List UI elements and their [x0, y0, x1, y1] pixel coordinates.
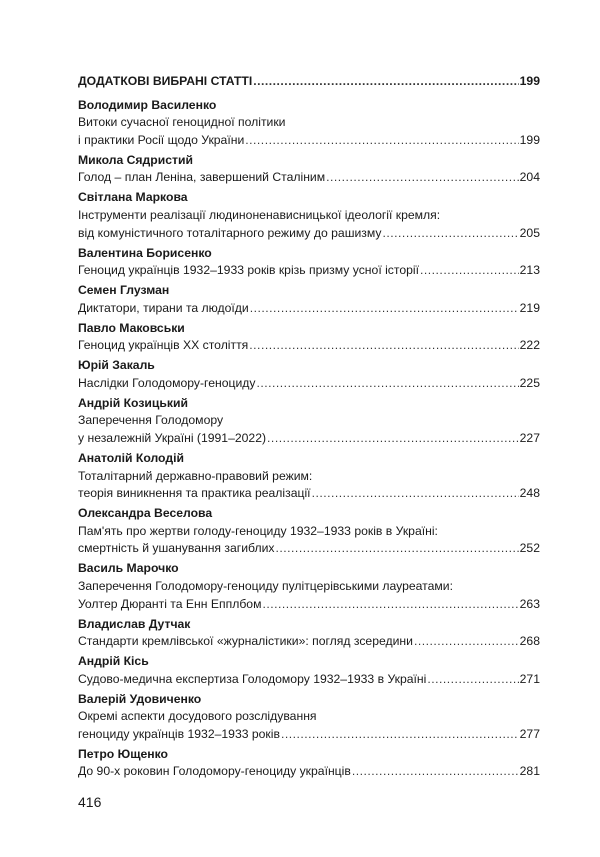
entry-page: 199 [519, 132, 540, 147]
dot-leader [427, 671, 518, 689]
dot-leader [352, 763, 519, 781]
dot-leader [250, 300, 519, 318]
entry-title-line [78, 540, 540, 558]
entry-title-text: Стандарти кремлівської «журналістики»: погляд зсередини [78, 634, 413, 649]
toc-entry [78, 653, 540, 688]
entry-list [78, 97, 540, 781]
entry-title-line [78, 523, 540, 541]
entry-page: 205 [519, 225, 540, 240]
entry-title-text: Судово-медична експертиза Голодомору 1932–1933 в Україні [78, 671, 427, 686]
entry-title-line [78, 485, 540, 503]
entry-page: 213 [519, 263, 540, 278]
entry-title-text: Інструменти реалізації людиноненависницької ідеології кремля: [78, 207, 441, 222]
entry-title-line [78, 114, 540, 132]
toc-entry [78, 395, 540, 448]
entry-title-text: Тоталітарний державно-правовий режим: [78, 468, 313, 483]
entry-title-text: і практики Росії щодо України [78, 132, 245, 147]
entry-author: Анатолій Колодій [78, 451, 184, 465]
toc-entry [78, 505, 540, 558]
entry-title-line [78, 207, 540, 225]
entry-title-line [78, 412, 540, 430]
entry-author: Андрій Козицький [78, 395, 188, 410]
entry-title-line [78, 763, 540, 781]
entry-page: 227 [519, 431, 540, 446]
entry-title-line [78, 132, 540, 150]
entry-title-text: смертність й ушанування загиблих [78, 541, 275, 556]
dot-leader [312, 485, 519, 503]
entry-title-text: Геноцид українців 1932–1933 років крізь призму усної історії [78, 263, 419, 278]
toc-entry [78, 450, 540, 503]
entry-title-line [78, 726, 540, 744]
dot-leader [267, 430, 519, 448]
entry-author: Петро Ющенко [78, 746, 168, 761]
entry-title-line [78, 300, 540, 318]
dot-leader [245, 132, 518, 150]
dot-leader [281, 726, 519, 744]
toc-entry [78, 320, 540, 355]
entry-title-text: від комуністичного тоталітарного режиму до рашизму [78, 225, 382, 240]
entry-page: 204 [519, 170, 540, 185]
entry-author: Світлана Маркова [78, 190, 188, 205]
toc-entry [78, 189, 540, 242]
entry-title-text: Уолтер Дюранті та Енн Епплбом [78, 596, 262, 611]
toc-entry [78, 97, 540, 150]
entry-title-text: Диктатори, тирани та людоїди [78, 300, 249, 315]
entry-title-text: Пам'ять про жертви голоду-геноциду 1932–1933 років в Україні: [78, 523, 438, 538]
toc-entry [78, 746, 540, 781]
section-heading [78, 73, 540, 91]
toc-entry [78, 357, 540, 392]
entry-title-line [78, 468, 540, 486]
dot-leader [253, 73, 518, 91]
entry-title-line [78, 262, 540, 280]
section-title: ДОДАТКОВІ ВИБРАНІ СТАТТІ [78, 74, 253, 88]
entry-title-line [78, 708, 540, 726]
entry-author: Валерій Удовиченко [78, 691, 202, 706]
entry-title-text: Витоки сучасної геноцидної політики [78, 115, 286, 130]
dot-leader [249, 337, 518, 355]
entry-title-text: Наслідки Голодомору-геноциду [78, 375, 256, 390]
dot-leader [420, 262, 519, 280]
dot-leader [262, 596, 518, 614]
entry-title-line [78, 337, 540, 355]
toc-entry [78, 282, 540, 317]
entry-title-text: Окремі аспекти досудового розслідування [78, 709, 317, 724]
entry-page: 252 [519, 541, 540, 556]
entry-page: 225 [519, 375, 540, 390]
dot-leader [326, 169, 519, 187]
entry-title-line [78, 225, 540, 243]
entry-page: 281 [519, 764, 540, 779]
entry-page: 222 [519, 338, 540, 353]
entry-author: Андрій Кісь [78, 654, 149, 669]
entry-author: Юрій Закаль [78, 358, 155, 373]
entry-title-line [78, 169, 540, 187]
dot-leader [383, 225, 519, 243]
entry-title-line [78, 430, 540, 448]
entry-author: Семен Глузман [78, 283, 170, 298]
entry-page: 268 [519, 634, 540, 649]
dot-leader [414, 633, 519, 651]
entry-author: Владислав Дутчак [78, 616, 191, 631]
entry-page: 248 [519, 486, 540, 501]
entry-title-text: теорія виникнення та практика реалізації [78, 486, 311, 501]
entry-author: Олександра Веселова [78, 506, 213, 521]
toc-entry [78, 245, 540, 280]
entry-author: Володимир Василенко [78, 97, 217, 112]
entry-page: 263 [519, 596, 540, 611]
page-number: 416 [78, 794, 102, 810]
entry-author: Микола Сядристий [78, 152, 193, 167]
entry-title-line [78, 375, 540, 393]
toc-entry [78, 560, 540, 613]
dot-leader [276, 540, 519, 558]
entry-title-line [78, 596, 540, 614]
toc-entry [78, 152, 540, 187]
entry-title-text: До 90-х роковин Голодомору-геноциду українців [78, 764, 351, 779]
entry-page: 219 [519, 300, 540, 315]
entry-title-text: Геноцид українців XX століття [78, 338, 249, 353]
entry-title-line [78, 671, 540, 689]
entry-title-line [78, 578, 540, 596]
entry-page: 271 [519, 671, 540, 686]
entry-title-text: Заперечення Голодомору [78, 413, 224, 428]
entry-title-text: у незалежній Україні (1991–2022) [78, 431, 267, 446]
toc-entry [78, 616, 540, 651]
table-of-contents [78, 73, 540, 783]
entry-page: 277 [519, 726, 540, 741]
entry-author: Валентина Борисенко [78, 245, 212, 260]
entry-title-text: Заперечення Голодомору-геноциду пулітцерівськими лауреатами: [78, 578, 453, 593]
entry-title-text: Голод – план Леніна, завершений Сталіним [78, 170, 326, 185]
dot-leader [256, 375, 518, 393]
entry-author: Василь Марочко [78, 561, 179, 576]
entry-title-line [78, 633, 540, 651]
entry-author: Павло Маковськи [78, 320, 185, 335]
toc-entry [78, 691, 540, 744]
entry-title-text: геноциду українців 1932–1933 років [78, 726, 280, 741]
section-page: 199 [519, 74, 540, 88]
